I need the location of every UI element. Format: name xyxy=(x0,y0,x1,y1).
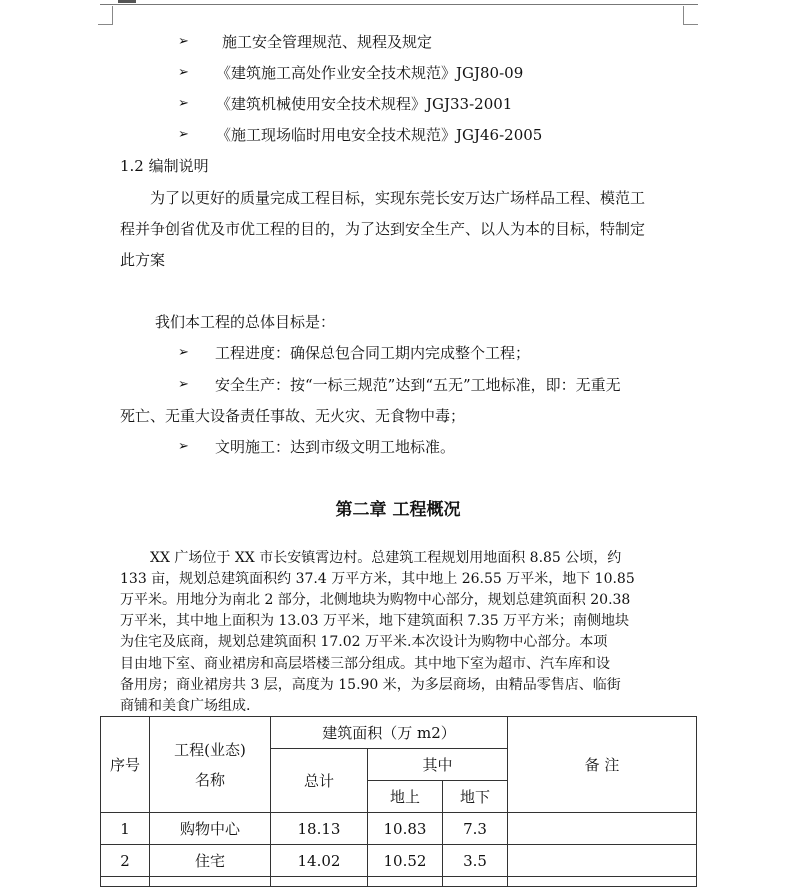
cell-seq: 1 xyxy=(101,813,150,845)
header-name-line1: 工程(业态) xyxy=(174,740,246,759)
crop-mark-left xyxy=(98,6,113,25)
header-mark xyxy=(118,0,136,3)
norm-item: 施工安全管理规范、规程及规定 xyxy=(222,33,433,51)
cell-below: 7.3 xyxy=(443,813,508,845)
crop-mark-right xyxy=(683,6,698,25)
overview-line: 为住宅及底商，规划总建筑面积 17.02 万平米.本次设计为购物中心部分。本项 xyxy=(120,634,608,650)
cell-above: 10.83 xyxy=(368,813,443,845)
bullet-icon: ➢ xyxy=(178,377,189,392)
header-total: 总计 xyxy=(271,749,368,813)
norm-item: 《施工现场临时用电安全技术规范》JGJ46-2005 xyxy=(216,126,543,144)
table-row-partial xyxy=(101,877,697,887)
cell-remark xyxy=(508,813,697,845)
norm-item: 《建筑施工高处作业安全技术规范》JGJ80-09 xyxy=(216,64,524,82)
goal-item: 工程进度：确保总包合同工期内完成整个工程； xyxy=(215,344,531,362)
overview-line: XX 广场位于 XX 市长安镇霄边村。总建筑工程规划用地面积 8.85 公顷，约 xyxy=(150,550,622,566)
table-row xyxy=(101,845,697,877)
bullet-icon: ➢ xyxy=(178,34,189,49)
page-header-rule xyxy=(100,0,698,5)
cell-total: 14.02 xyxy=(271,845,368,877)
header-above: 地上 xyxy=(368,781,443,813)
bullet-icon: ➢ xyxy=(178,65,189,80)
intro-line: 为了以更好的质量完成工程目标，实现东莞长安万达广场样品工程、模范工 xyxy=(150,189,646,207)
bullet-icon: ➢ xyxy=(178,127,189,142)
overview-line: 133 亩，规划总建筑面积约 37.4 万平方米，其中地上 26.55 万平米，地下 10.85 xyxy=(120,571,635,587)
cell-seq: 2 xyxy=(101,845,150,877)
project-area-table xyxy=(100,716,697,887)
header-name xyxy=(150,717,271,813)
goal-heading: 我们本工程的总体目标是： xyxy=(155,313,336,331)
bullet-icon: ➢ xyxy=(178,345,189,360)
goal-item: 安全生产：按“一标三规范”达到“五无”工地标准，即：无重无 xyxy=(215,376,621,394)
chapter-title: 第二章 工程概况 xyxy=(335,500,461,520)
goal-item-continued: 死亡、无重大设备责任事故、无火灾、无食物中毒； xyxy=(120,407,466,425)
cell-name: 住宅 xyxy=(150,845,271,877)
overview-line: 商铺和美食广场组成. xyxy=(120,698,251,714)
cell-name: 购物中心 xyxy=(150,813,271,845)
cell-total: 18.13 xyxy=(271,813,368,845)
bullet-icon: ➢ xyxy=(178,439,189,454)
cell-remark xyxy=(508,845,697,877)
intro-line: 程并争创省优及市优工程的目的，为了达到安全生产、以人为本的目标，特制定 xyxy=(120,220,646,238)
table-row xyxy=(101,813,697,845)
header-remark: 备 注 xyxy=(508,717,697,813)
section-title: 1.2 编制说明 xyxy=(120,157,209,175)
header-below: 地下 xyxy=(443,781,508,813)
overview-line: 万平米，其中地上面积为 13.03 万平米，地下建筑面积 7.35 万平方米；南侧地块 xyxy=(120,613,630,629)
cell-below: 3.5 xyxy=(443,845,508,877)
cell-above: 10.52 xyxy=(368,845,443,877)
header-area: 建筑面积（万 m2） xyxy=(271,717,508,749)
header-name-line2: 名称 xyxy=(194,770,225,789)
intro-line: 此方案 xyxy=(120,251,166,269)
overview-line: 万平米。用地分为南北 2 部分，北侧地块为购物中心部分，规划总建筑面积 20.38 xyxy=(120,592,631,608)
header-seq: 序号 xyxy=(101,717,150,813)
norm-item: 《建筑机械使用安全技术规程》JGJ33-2001 xyxy=(216,95,513,113)
header-of-which: 其中 xyxy=(368,749,508,781)
overview-line: 备用房；商业裙房共 3 层，高度为 15.90 米，为多层商场，由精品零售店、临街 xyxy=(120,677,621,693)
goal-item: 文明施工：达到市级文明工地标准。 xyxy=(215,438,456,456)
overview-line: 目由地下室、商业裙房和高层塔楼三部分组成。其中地下室为超市、汽车库和设 xyxy=(120,656,610,672)
bullet-icon: ➢ xyxy=(178,96,189,111)
